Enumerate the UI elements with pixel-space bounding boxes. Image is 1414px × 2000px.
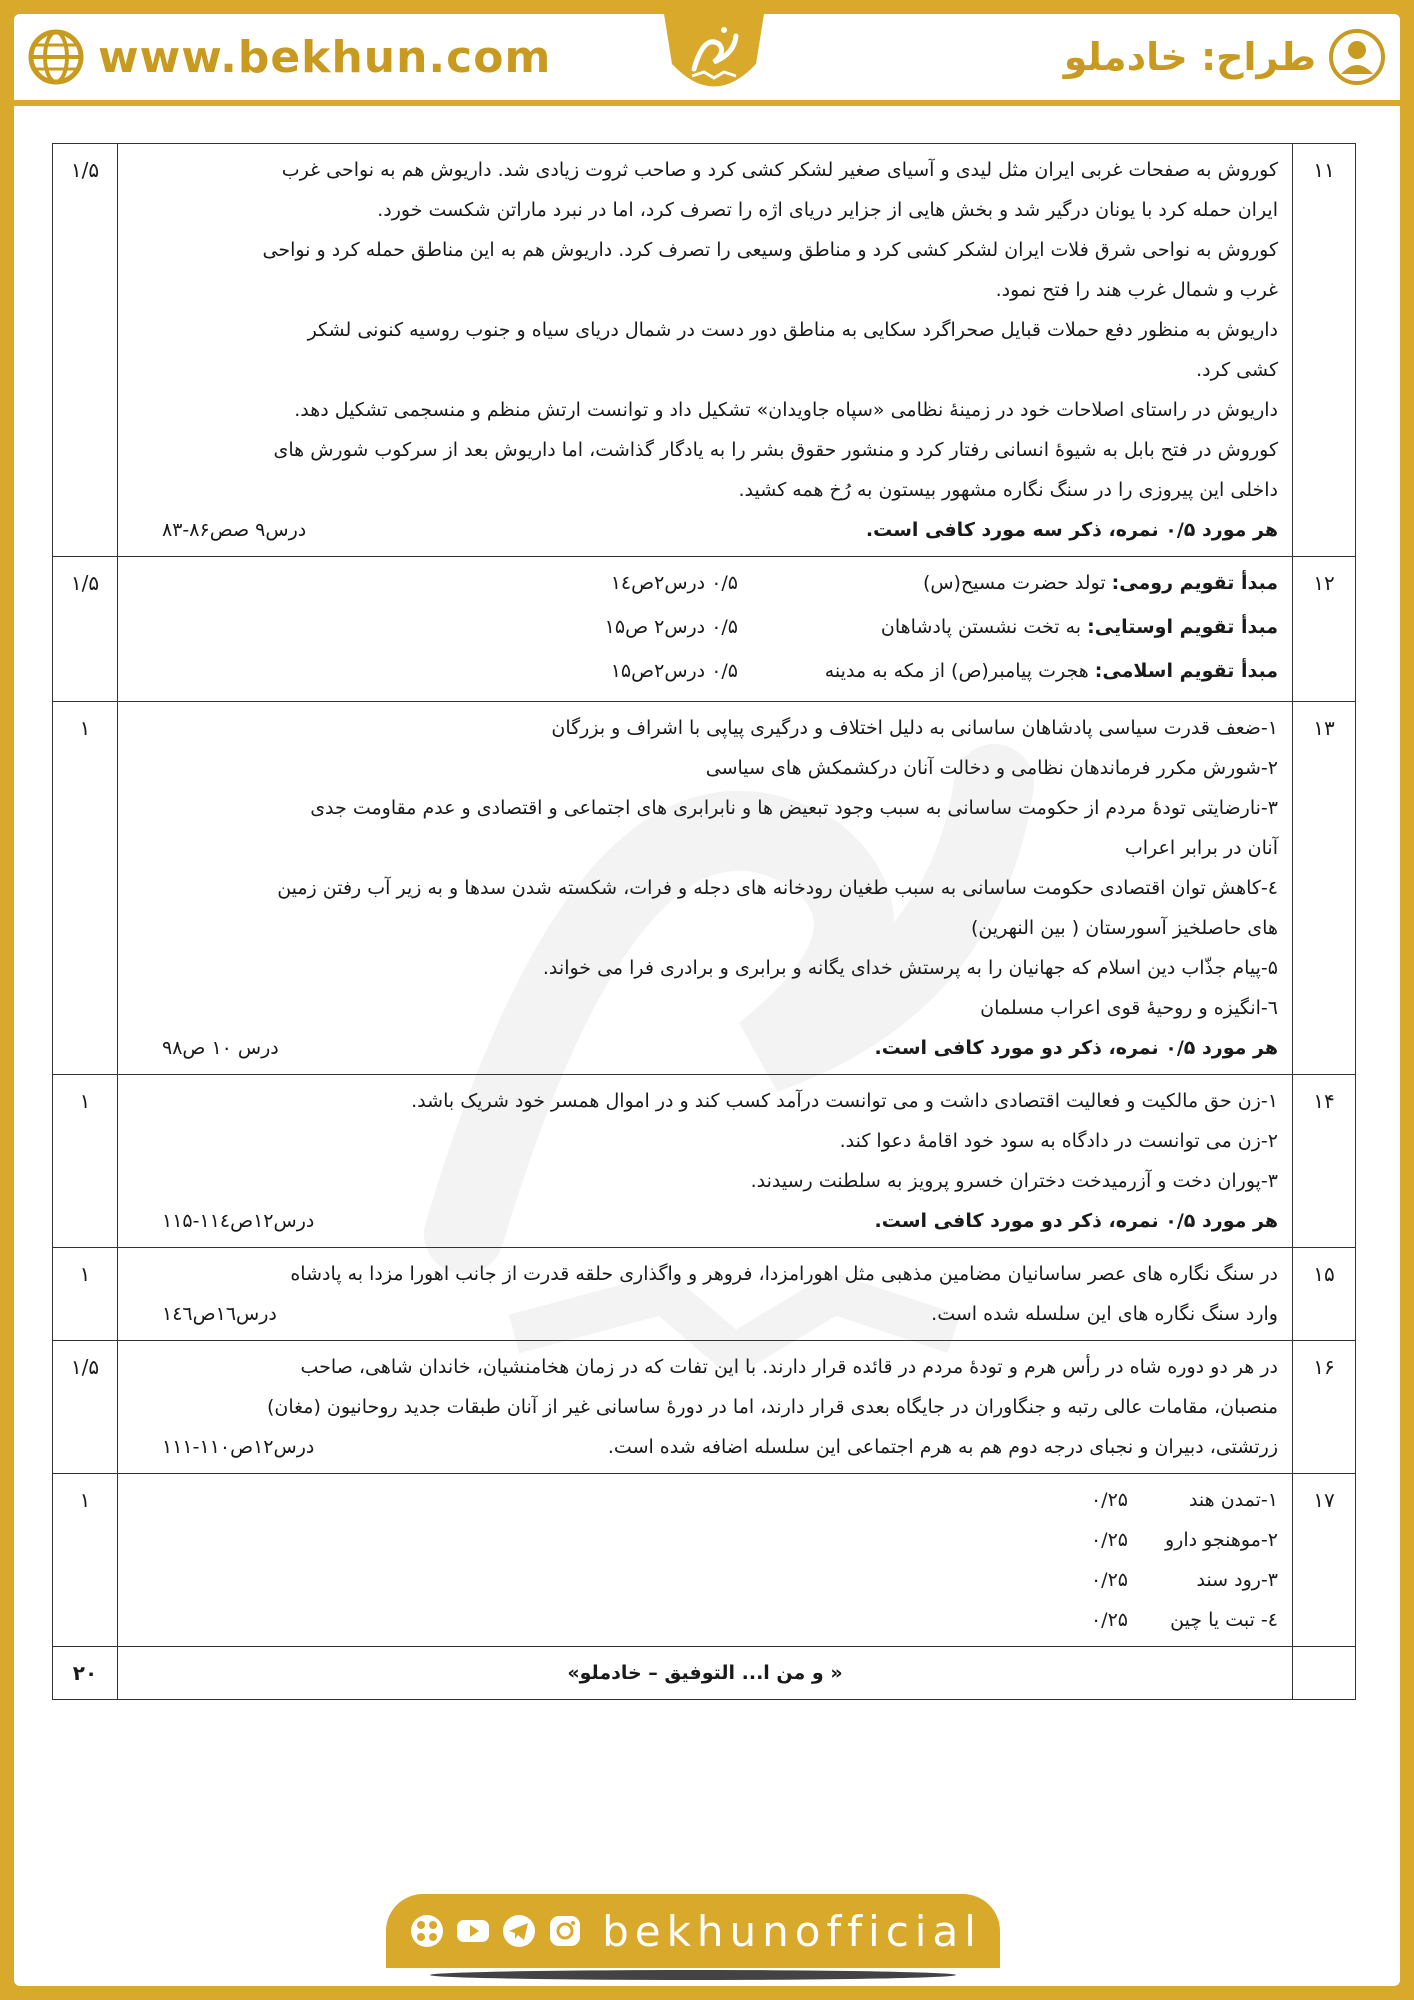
calendar-origin: تولد حضرت مسیح(س) [922, 572, 1106, 594]
grading-note-row [132, 1201, 1278, 1241]
question-number: ۱۶ [1293, 1341, 1356, 1474]
answer-line: زرتشتی، دبیران و نجبای درجه دوم هم به هرم اجتماعی این سلسله اضافه شده است. [607, 1436, 1278, 1458]
answer-cell [118, 557, 1293, 702]
lesson-reference: درس۱۲ص۱۱٤-۱۱۵ [162, 1210, 315, 1232]
score-cell: ۱ [53, 702, 118, 1075]
calendar-label: مبدأ تقویم اسلامی: [1094, 660, 1278, 682]
aparat-icon[interactable] [408, 1912, 446, 1950]
answers-table [52, 143, 1356, 1700]
answer-cell [118, 144, 1293, 557]
score-cell: ۱/۵ [53, 557, 118, 702]
grading-note-row [132, 510, 1278, 550]
social-bar [386, 1894, 1000, 1968]
answer-line: کوروش به نواحی شرق فلات ایران لشکر کشی کرد و مناطق وسیعی را تصرف کرد. داریوش هم به این مناطق حمله کرد و نواحی [262, 239, 1278, 261]
answer-cell [118, 1474, 1293, 1647]
answer-cell [118, 1075, 1293, 1248]
lesson-reference: درس۱۲ص۱۱۰-۱۱۱ [162, 1436, 315, 1458]
website-link[interactable] [28, 26, 551, 88]
calendar-origin: هجرت پیامبر(ص) از مکه به مدینه [824, 660, 1089, 682]
answer-line: منصبان، مقامات عالی رتبه و جنگاوران در جایگاه بعدی قرار دارند، اما در دورۀ ساسانی غیر از آنان طبقات جدید روحانیون (مغان) [266, 1396, 1278, 1418]
question-number: ۱۳ [1293, 702, 1356, 1075]
answer-line: آنان در برابر اعراب [1124, 837, 1278, 859]
user-icon [1328, 28, 1386, 86]
question-number: ۱۵ [1293, 1248, 1356, 1341]
answer-last-line [132, 1294, 1278, 1334]
calendar-line [132, 607, 1278, 651]
calendar-label: مبدأ تقویم رومی: [1111, 572, 1278, 594]
grading-note-row [132, 1028, 1278, 1068]
calendar-line [132, 563, 1278, 607]
page-header [14, 14, 1400, 106]
civilization-item [132, 1560, 1278, 1600]
answer-line: در هر دو دوره شاه در رأس هرم و تودۀ مردم در قائده قرار دارند. با این تفات که در زمان هخامنشیان، خاندان شاهی، صاحب [300, 1356, 1278, 1378]
answer-line: ایران حمله کرد با یونان درگیر شد و بخش هایی از جزایر دریای اژه را تصرف کرد، اما در نبرد ماراتن شکست خورد. [377, 199, 1278, 221]
total-score: ۲۰ [53, 1647, 118, 1700]
table-row [53, 1341, 1356, 1474]
table-row [53, 1075, 1356, 1248]
instagram-icon[interactable] [546, 1912, 584, 1950]
civilization-item [132, 1520, 1278, 1560]
civilization-points: ۰/۲۵ [1090, 1609, 1128, 1631]
answer-line: کوروش در فتح بابل به شیوۀ انسانی رفتار کرد و منشور حقوق بشر را به یادگار گذاشت، اما داریوش بعد از سرکوب شورش های [273, 439, 1278, 461]
calendar-points: ۰/۵ درس۲ ص۱۵ [604, 616, 738, 638]
civilization-name: ۱-تمدن هند [1188, 1489, 1278, 1511]
table-row [53, 702, 1356, 1075]
question-number: ۱۷ [1293, 1474, 1356, 1647]
score-cell: ۱ [53, 1248, 118, 1341]
answer-cell [118, 1248, 1293, 1341]
civilization-points: ۰/۲۵ [1090, 1529, 1128, 1551]
bekhun-logo [664, 14, 764, 94]
score-cell: ۱ [53, 1474, 118, 1647]
grading-note: هر مورد ۰/۵ نمره، ذکر دو مورد کافی است. [874, 1037, 1278, 1059]
table-row [53, 557, 1356, 702]
lesson-reference: درس۹ صص۸۶-۸۳ [162, 519, 307, 541]
closing-text: « و من ا... التوفیق – خادملو» [118, 1647, 1293, 1700]
question-number: ۱۱ [1293, 144, 1356, 557]
answer-line: داخلی این پیروزی را در سنگ نگاره مشهور بیستون به رُخ همه کشید. [738, 479, 1278, 501]
answer-line: ۵-پیام جذّاب دین اسلام که جهانیان را به پرستش خدای یگانه و برابری و برادری فرا می خواند. [542, 957, 1278, 979]
answer-line: ۲-زن می توانست در دادگاه به سود خود اقامۀ دعوا کند. [839, 1130, 1278, 1152]
civilization-name: ۳-رود سند [1196, 1569, 1278, 1591]
answer-line: ٦-انگیزه و روحیۀ قوی اعراب مسلمان [980, 997, 1278, 1019]
social-icons [404, 1912, 588, 1950]
answer-last-line [132, 1427, 1278, 1467]
answer-line: غرب و شمال غرب هند را فتح نمود. [995, 279, 1278, 301]
table-row [53, 1248, 1356, 1341]
answer-line: ۲-شورش مکرر فرماندهان نظامی و دخالت آنان درکشمکش های سیاسی [705, 757, 1278, 779]
lesson-reference: درس ۱۰ ص۹۸ [162, 1037, 279, 1059]
score-cell: ۱/۵ [53, 1341, 118, 1474]
civilization-points: ۰/۲۵ [1090, 1489, 1128, 1511]
empty-cell [1293, 1647, 1356, 1700]
calendar-origin: به تخت نشستن پادشاهان [880, 616, 1082, 638]
grading-note: هر مورد ۰/۵ نمره، ذکر سه مورد کافی است. [865, 519, 1278, 541]
answer-line: کوروش به صفحات غربی ایران مثل لیدی و آسیای صغیر لشکر کشی کرد و صاحب ثروت زیادی شد. داریوش هم به نواحی غرب [281, 159, 1278, 181]
answer-line: ۳-نارضایتی تودۀ مردم از حکومت ساسانی به سبب وجود تبعیض ها و نابرابری های اجتماعی و اقتصادی و عدم مقاومت جدی [310, 797, 1278, 819]
designer-name: طراح: خادملو [1063, 35, 1316, 79]
answer-line: داریوش در راستای اصلاحات خود در زمینۀ نظامی «سپاه جاویدان» تشکیل داد و توانست ارتش منظم و منسجمی تشکیل دهد. [294, 399, 1278, 421]
answer-line: کشی کرد. [1196, 359, 1278, 381]
calendar-points: ۰/۵ درس۲ص۱٤ [610, 572, 738, 594]
globe-icon [28, 29, 84, 85]
social-handle[interactable]: bekhunofficial [602, 1906, 982, 1956]
bar-shadow [430, 1970, 956, 1980]
civilization-item [132, 1600, 1278, 1640]
civilization-name: ٤- تبت یا چین [1170, 1609, 1278, 1631]
answer-line: وارد سنگ نگاره های این سلسله شده است. [931, 1303, 1278, 1325]
score-cell: ۱ [53, 1075, 118, 1248]
website-text: www.bekhun.com [98, 31, 552, 83]
answer-line: های حاصلخیز آسورستان ( بین النهرین) [970, 917, 1278, 939]
calendar-label: مبدأ تقویم اوستایی: [1087, 616, 1278, 638]
answer-line: ۱-زن حق مالکیت و فعالیت اقتصادی داشت و می توانست درآمد کسب کند و در اموال همسر خود شریک باشد. [411, 1090, 1278, 1112]
telegram-icon[interactable] [500, 1912, 538, 1950]
calendar-line [132, 651, 1278, 695]
question-number: ۱۲ [1293, 557, 1356, 702]
lesson-reference: درس۱٦ص۱٤٦ [162, 1303, 277, 1325]
score-cell: ۱/۵ [53, 144, 118, 557]
answer-cell [118, 1341, 1293, 1474]
question-number: ۱۴ [1293, 1075, 1356, 1248]
table-row [53, 144, 1356, 557]
designer-credit [1064, 26, 1386, 88]
answer-line: ۳-پوران دخت و آزرمیدخت دختران خسرو پرویز به سلطنت رسیدند. [750, 1170, 1278, 1192]
civilization-points: ۰/۲۵ [1090, 1569, 1128, 1591]
civilization-name: ۲-موهنجو دارو [1164, 1529, 1278, 1551]
answer-line: ۱-ضعف قدرت سیاسی پادشاهان ساسانی به دلیل اختلاف و درگیری پیاپی با اشراف و بزرگان [551, 717, 1278, 739]
table-row [53, 1474, 1356, 1647]
youtube-icon[interactable] [454, 1912, 492, 1950]
grading-note: هر مورد ۰/۵ نمره، ذکر دو مورد کافی است. [874, 1210, 1278, 1232]
table-row-total [53, 1647, 1356, 1700]
civilization-item [132, 1480, 1278, 1520]
calendar-points: ۰/۵ درس۲ص۱۵ [610, 660, 738, 682]
answer-line: در سنگ نگاره های عصر ساسانیان مضامین مذهبی مثل اهورامزدا، فروهر و واگذاری حلقه قدرت از جانب اهورا مزدا به پادشاه [290, 1263, 1278, 1285]
answer-line: ٤-کاهش توان اقتصادی حکومت ساسانی به سبب طغیان رودخانه های دجله و فرات، شکسته شدن سدها و به زیر آب رفتن زمین [277, 877, 1278, 899]
answer-cell [118, 702, 1293, 1075]
answer-line: داریوش به منظور دفع حملات قبایل صحراگرد سکایی به مناطق دور دست در شمال دریای سیاه و جنوب روسیه کنونی لشکر [307, 319, 1278, 341]
